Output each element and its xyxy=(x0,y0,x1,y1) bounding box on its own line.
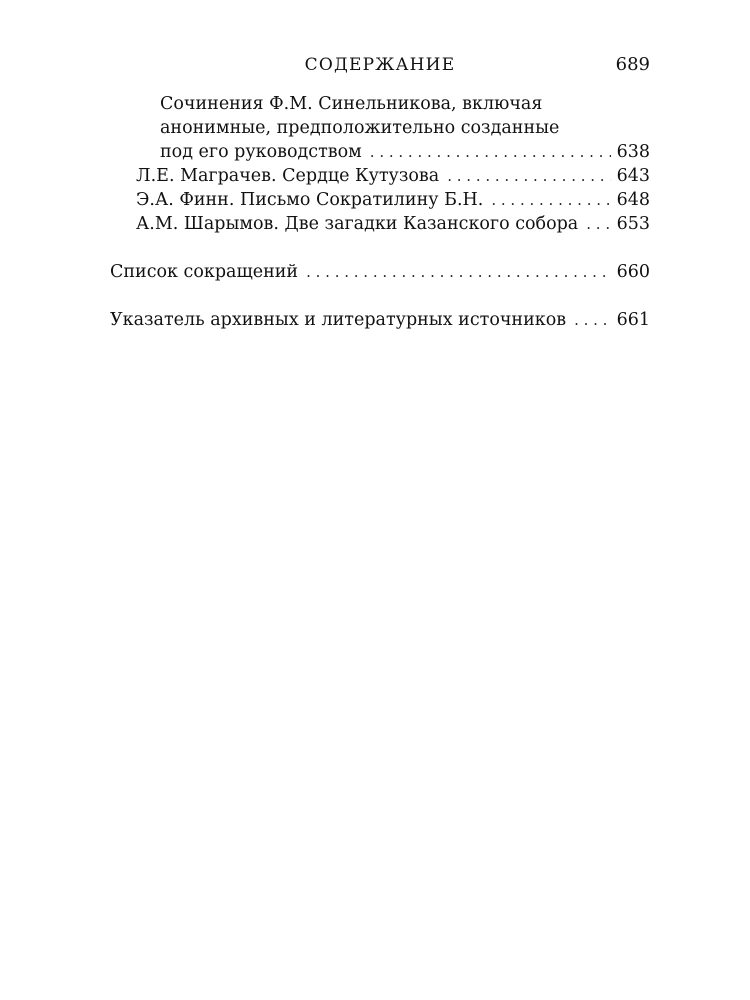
dot-leader xyxy=(586,212,610,236)
toc-entry-line: Сочинения Ф.М. Синельникова, включая xyxy=(160,94,543,114)
toc-entry-title: Указатель архивных и литературных источников xyxy=(110,310,567,330)
toc-entry-page: 660 xyxy=(616,262,650,282)
toc-entry-page: 648 xyxy=(616,190,650,210)
toc-entry-line: под его руководством xyxy=(160,142,362,162)
dot-leader xyxy=(447,164,610,188)
dot-leader xyxy=(574,308,611,332)
running-header-title: СОДЕРЖАНИЕ xyxy=(304,55,456,75)
toc-entry xyxy=(136,164,650,188)
toc-entry-leader xyxy=(136,212,650,236)
dot-leader xyxy=(370,140,611,164)
toc-entry xyxy=(136,212,650,236)
toc-entry-leader xyxy=(160,140,650,164)
toc-entry-page: 661 xyxy=(616,310,650,330)
toc-entry xyxy=(160,92,650,164)
toc-entry-title: А.М. Шарымов. Две загадки Казанского собора xyxy=(136,214,579,234)
toc-entry-page: 653 xyxy=(616,214,650,234)
toc-entry-leader xyxy=(136,188,650,212)
toc-entry-page: 643 xyxy=(616,166,650,186)
dot-leader xyxy=(491,188,610,212)
toc-entry-leader xyxy=(136,164,650,188)
toc-entry-line: анонимные, предположительно созданные xyxy=(160,118,560,138)
running-header xyxy=(110,50,650,80)
toc-entry xyxy=(110,308,650,332)
toc-entry-title: Л.Е. Маграчев. Сердце Кутузова xyxy=(136,166,440,186)
toc-entry xyxy=(136,188,650,212)
toc-entry-title: Список сокращений xyxy=(110,262,299,282)
toc-entry-page: 638 xyxy=(616,142,650,162)
table-of-contents xyxy=(110,92,650,332)
toc-entry-leader xyxy=(110,260,650,284)
page-number: 689 xyxy=(615,54,650,75)
dot-leader xyxy=(306,260,611,284)
toc-entry xyxy=(110,260,650,284)
toc-entry-title: Э.А. Финн. Письмо Сократилину Б.Н. xyxy=(136,190,484,210)
toc-entry-leader xyxy=(110,308,650,332)
